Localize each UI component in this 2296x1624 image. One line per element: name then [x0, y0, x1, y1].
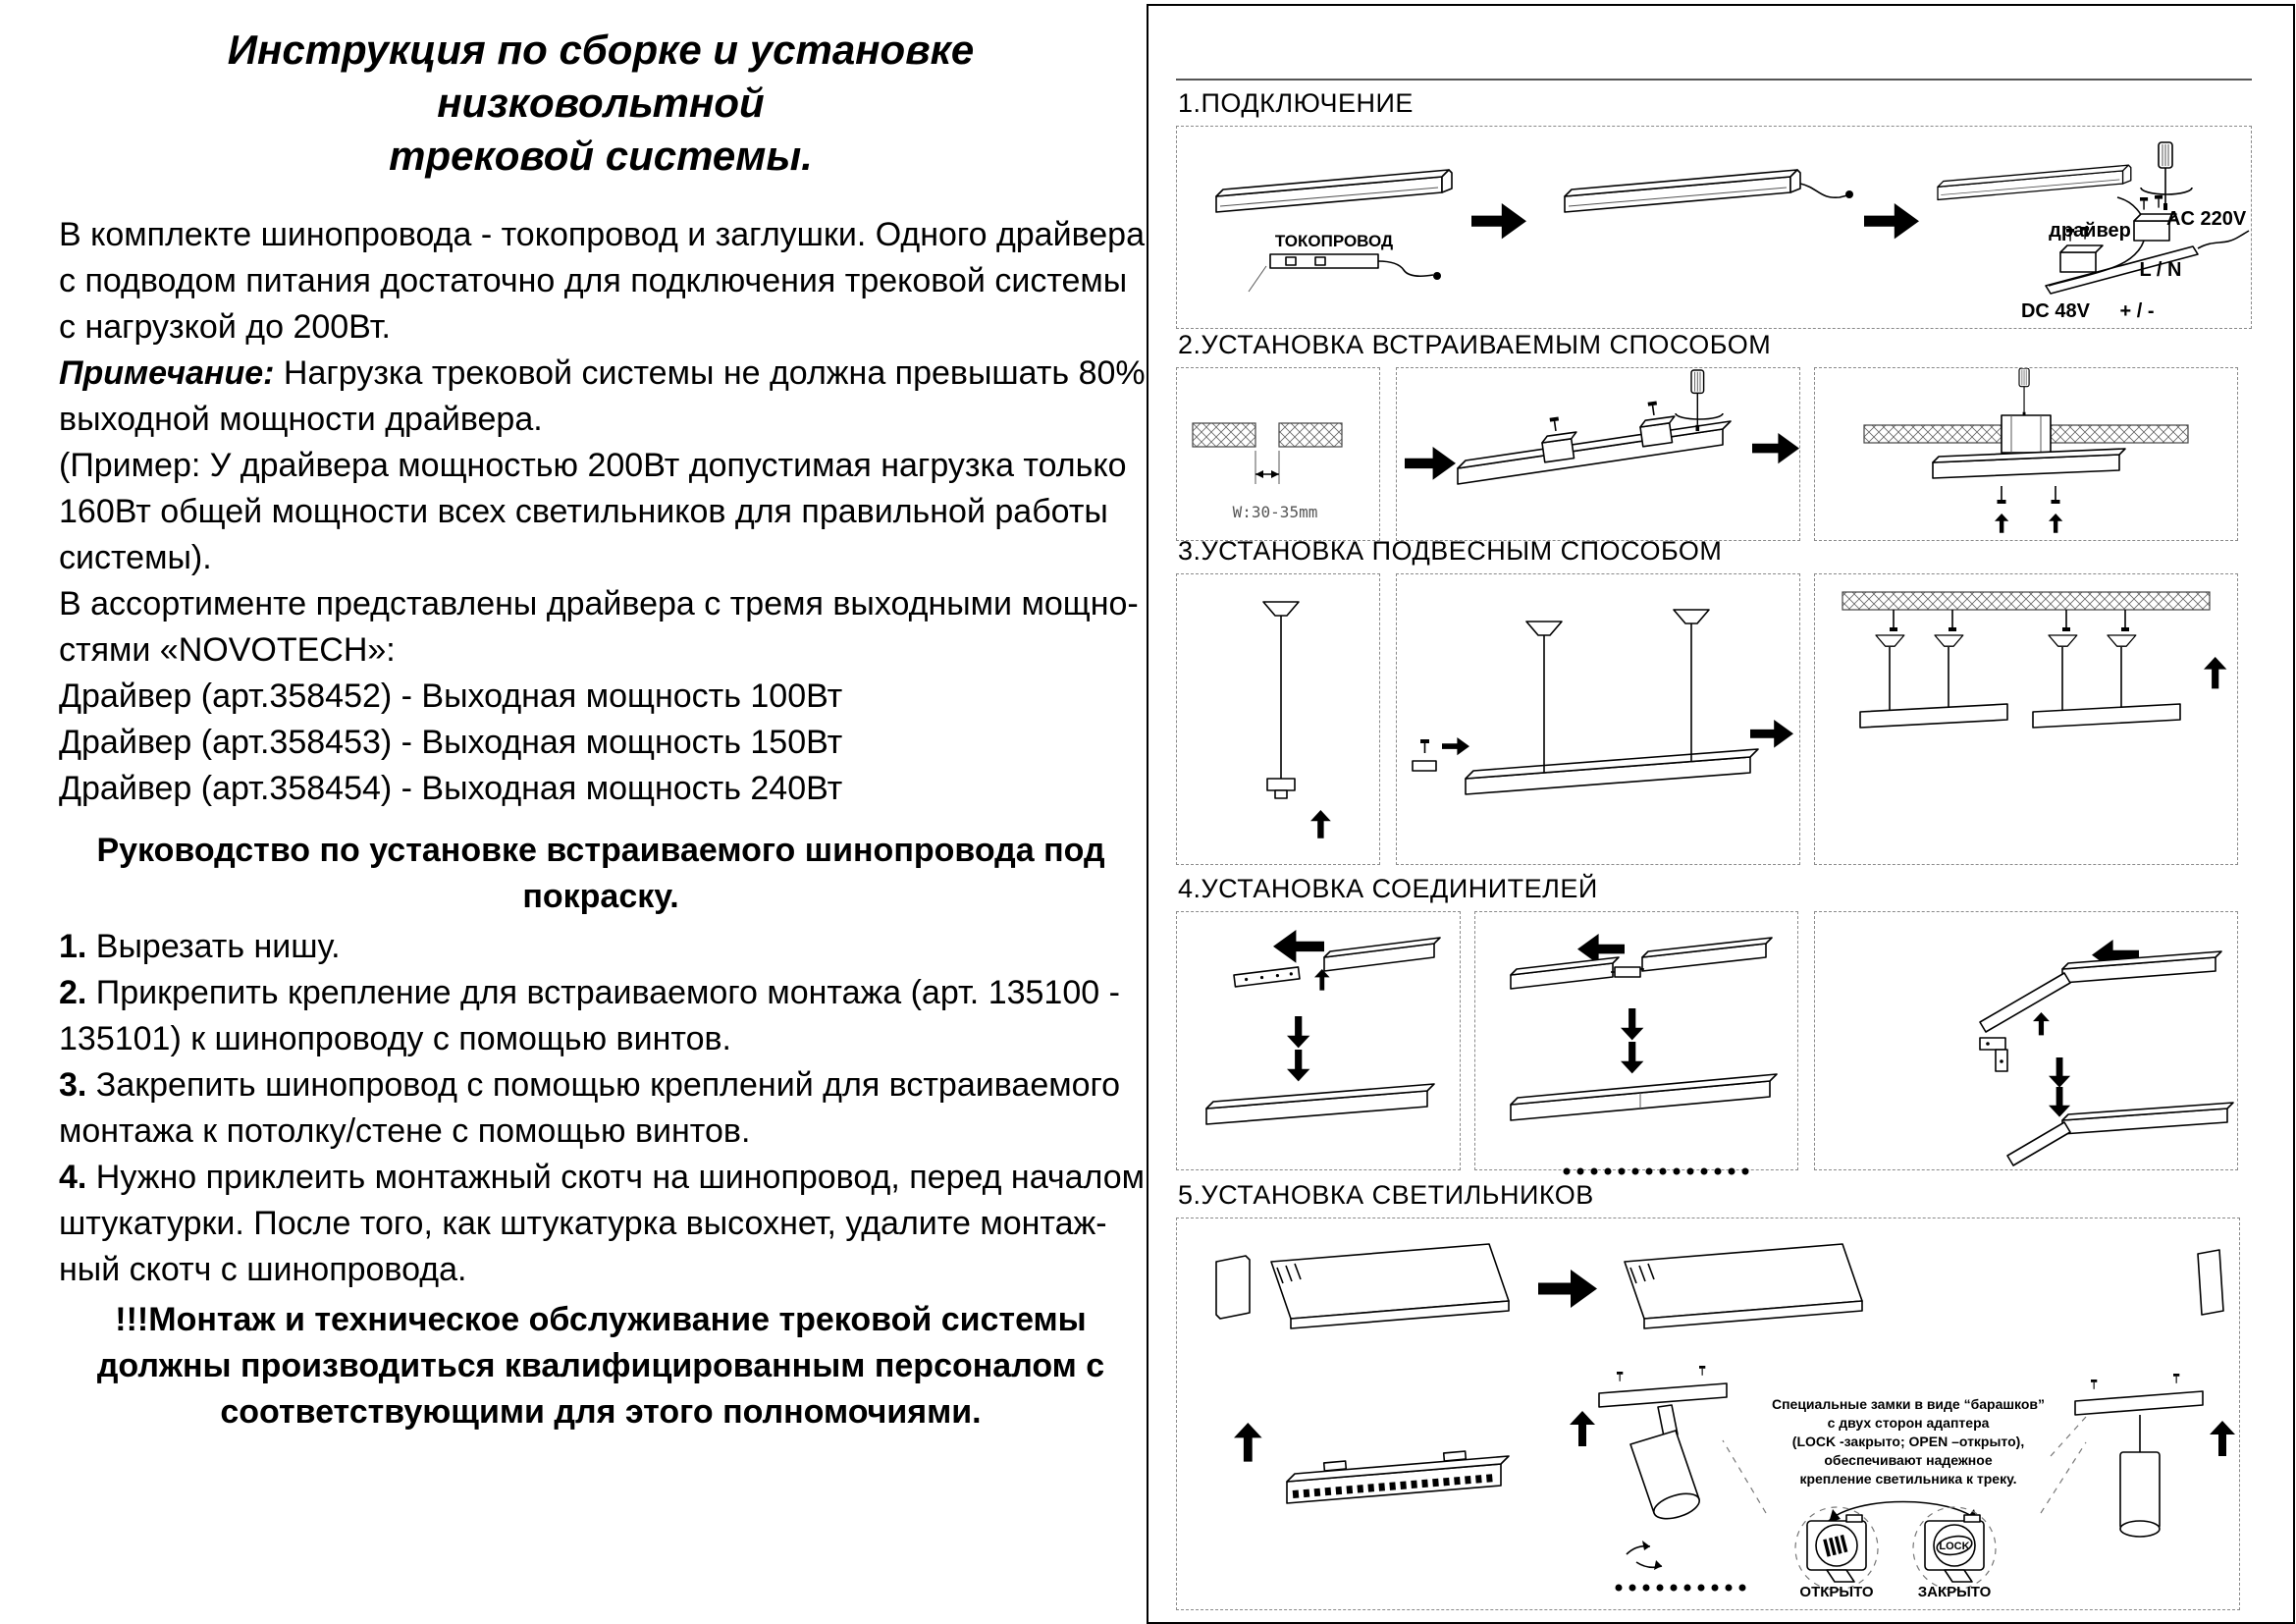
- end-cap-icon: [2198, 1250, 2223, 1315]
- diagram-corner-connector: [1815, 912, 2237, 1169]
- diagram-straight-connector: [1177, 912, 1460, 1169]
- text-line: с подводом питания достаточно для подключения трековой системы: [59, 262, 1128, 299]
- section-5-heading: 5.УСТАНОВКА СВЕТИЛЬНИКОВ: [1178, 1180, 1594, 1210]
- rotate-arc-icon: [2141, 188, 2192, 194]
- wire: [1800, 184, 1847, 197]
- dashed-panel-pendant-ceiling: [1814, 573, 2238, 865]
- arrow-down-icon: [1621, 1042, 1643, 1073]
- track-icon: [1458, 421, 1731, 484]
- end-cap-icon: [1216, 1256, 1250, 1319]
- closed-label: ЗАКРЫТО: [1917, 1584, 1992, 1600]
- ceiling-hatch: [1842, 592, 2210, 610]
- arrow-right-icon: [1471, 203, 1526, 239]
- text-line: В ассортименте представлены драйвера с тремя выходными мощно-: [59, 585, 1139, 623]
- arrow-left-icon: [1273, 930, 1324, 963]
- section-4-heading: 4.УСТАНОВКА СОЕДИНИТЕЛЕЙ: [1178, 874, 1598, 903]
- dc-label: DC 48V: [2020, 300, 2091, 322]
- track-icon: [1466, 749, 1758, 794]
- arrow-right-icon: [1442, 737, 1469, 755]
- corner-connector-icon: [1980, 1038, 2007, 1071]
- arrow-up-icon: [2204, 657, 2226, 688]
- text-line: выходной мощности драйвера.: [59, 401, 543, 438]
- connector-icon: [1234, 967, 1300, 987]
- step-number: 2.: [59, 974, 87, 1011]
- dashed-panel-pendant-track: [1396, 573, 1800, 865]
- warning-line: соответствующими для этого полномочиями.: [220, 1393, 982, 1431]
- ac-label: AC 220V: [2166, 208, 2247, 230]
- lock-dial-label: LOCK: [1939, 1541, 1970, 1552]
- arrow-up-icon: [1314, 969, 1330, 991]
- driver-label: драйвер: [2049, 220, 2131, 242]
- linear-light-icon: [1625, 1244, 1862, 1328]
- guide-heading: покраску.: [522, 878, 679, 915]
- section-2-heading: 2.УСТАНОВКА ВСТРАИВАЕМЫМ СПОСОБОМ: [1178, 330, 1772, 359]
- ceiling-hatch: [2051, 425, 2188, 443]
- pendant-canopy-icon: [1263, 602, 1299, 616]
- step-line: 135101) к шинопроводу с помощью винтов.: [59, 1020, 731, 1057]
- ceiling-hatch: [1864, 425, 2002, 443]
- pendant-canopy-icon: [1935, 635, 1963, 646]
- lock-note-line: (LOCK -закрыто; OPEN –открыто),: [1791, 1434, 2025, 1449]
- rotate-arc-icon: [1676, 413, 1723, 419]
- step-line: [59, 1062, 1143, 1109]
- step-text: Прикрепить крепление для встраиваемого монтажа (арт. 135100 -: [86, 974, 1120, 1011]
- connector-icon: [1611, 967, 1644, 977]
- page-title: [59, 24, 1143, 183]
- driver-item: Драйвер (арт.358453) - Выходная мощность 150Вт: [59, 724, 843, 761]
- step-line: [59, 970, 1143, 1016]
- arrow-down-icon: [1287, 1050, 1309, 1081]
- screwdriver-icon: [1691, 370, 1704, 431]
- guide-heading: Руководство по установке встраиваемого шинопровода под: [96, 832, 1105, 869]
- open-label: ОТКРЫТО: [1799, 1584, 1874, 1600]
- note-line: [59, 351, 1146, 397]
- arrow-up-icon: [1995, 514, 2008, 533]
- arrow-right-icon: [1864, 203, 1919, 239]
- lock-note: [1746, 1395, 2070, 1489]
- dashed-panel-mounting-clips: [1396, 367, 1800, 541]
- text-line: с нагрузкой до 200Вт.: [59, 308, 391, 346]
- track-icon: [1565, 170, 1800, 212]
- diagram-inline-connector: [1475, 912, 1797, 1169]
- arrow-right-icon: [1752, 433, 1799, 463]
- dashed-panel-luminaires: [1176, 1218, 2240, 1610]
- arrow-up-icon: [1234, 1423, 1262, 1462]
- track-icon: [1511, 1074, 1777, 1120]
- lock-note-line: Специальные замки в виде “барашков”: [1771, 1396, 2046, 1412]
- arrow-down-icon: [1287, 1016, 1309, 1048]
- pendant-canopy-icon: [1876, 635, 1904, 646]
- diagram-pendant-ceiling: [1815, 574, 2237, 864]
- step-line: монтажа к потолку/стене с помощью винтов.: [59, 1112, 751, 1150]
- dots-divider: [1561, 1164, 1757, 1178]
- lock-note-line: обеспечивают надежное: [1824, 1452, 1993, 1468]
- dashed-panel-pendant-single: [1176, 573, 1380, 865]
- lock-note-line: с двух сторон адаптера: [1827, 1415, 1990, 1431]
- step-text: Вырезать нишу.: [86, 928, 341, 965]
- step-number: 1.: [59, 928, 87, 965]
- linear-light-icon: [1271, 1244, 1509, 1328]
- track-icon: [1860, 704, 2180, 728]
- track-icon: [2007, 1103, 2233, 1165]
- track-icon: [1216, 170, 1452, 212]
- ceiling-hatch: [1193, 423, 1255, 447]
- title-line: трековой системы.: [389, 133, 813, 179]
- screwdriver-icon: [2159, 142, 2172, 210]
- arrow-down-icon: [2049, 1057, 2070, 1088]
- dashed-panel-connector-b: [1474, 911, 1798, 1170]
- mount-clip-icon: [1539, 414, 1580, 462]
- power-feed-icon: [1249, 254, 1441, 292]
- mount-bracket-icon: [2002, 415, 2051, 453]
- diagram-luminaires: [1177, 1218, 2239, 1609]
- dashed-panel-niche: [1176, 367, 1380, 541]
- track-icon: [1511, 938, 1772, 989]
- dashed-panel-corner-connector: [1814, 911, 2238, 1170]
- conductor-label: ТОКОПРОВОД: [1274, 232, 1394, 250]
- diagram-pendant-single: [1177, 574, 1379, 864]
- text-line: В комплекте шинопровода - токопровод и заглушки. Одного драйвера: [59, 216, 1145, 253]
- arrow-up-icon: [2210, 1421, 2235, 1456]
- diagram-pendant-track: [1397, 574, 1799, 864]
- title-line: Инструкция по сборке и установке низковольтной: [227, 27, 975, 126]
- clip-icon: [1413, 739, 1436, 771]
- niche-width-label: W:30-35mm: [1232, 503, 1318, 521]
- note-text: Нагрузка трековой системы не должна превышать 80%: [274, 354, 1146, 392]
- dimension-arrow: [1255, 470, 1279, 478]
- text-line: (Пример: У драйвера мощностью 200Вт допустимая нагрузка только: [59, 447, 1127, 484]
- warning-line: !!!Монтаж и техническое обслуживание трековой системы: [115, 1301, 1087, 1338]
- lock-note-line: крепление светильника к треку.: [1799, 1471, 2017, 1487]
- diagram-connection: [1177, 127, 2251, 328]
- spotlight-icon: [1599, 1366, 1746, 1588]
- divider-line: [1176, 79, 2252, 81]
- arrow-up-icon: [2033, 1012, 2050, 1035]
- note-label: Примечание:: [59, 354, 275, 392]
- ac-wire: [2198, 231, 2249, 248]
- ln-label: L / N: [2139, 259, 2182, 281]
- step-number: 4.: [59, 1159, 87, 1196]
- text-line: стями «NOVOTECH»:: [59, 631, 396, 669]
- pendant-clamp-icon: [1267, 779, 1295, 798]
- step-line: штукатурки. После того, как штукатурка высохнет, удалите монтаж-: [59, 1205, 1107, 1242]
- lock-dial-closed: [1913, 1507, 1996, 1590]
- driver-item: Драйвер (арт.358452) - Выходная мощность 100Вт: [59, 677, 843, 715]
- step-line: [59, 1155, 1143, 1201]
- driver-item: Драйвер (арт.358454) - Выходная мощность 240Вт: [59, 770, 843, 807]
- track-icon: [1980, 951, 2221, 1032]
- hanger-icon: [1890, 610, 2129, 631]
- arrow-down-icon: [2049, 1087, 2070, 1117]
- text-line: системы).: [59, 539, 212, 576]
- step-text: Закрепить шинопровод с помощью креплений для встраиваемого: [86, 1066, 1121, 1104]
- diagram-recessed-install: [1815, 368, 2237, 540]
- arrow-up-icon: [1570, 1411, 1595, 1446]
- arrow-right-icon: [1405, 447, 1456, 480]
- pendant-canopy-icon: [2108, 635, 2136, 646]
- screw-icon: [1998, 486, 2060, 504]
- track-icon: [1938, 165, 2131, 199]
- step-text: Нужно приклеить монтажный скотч на шинопровод, перед началом: [86, 1159, 1145, 1196]
- mount-clip-icon: [1637, 399, 1679, 447]
- pendant-canopy-icon: [1526, 622, 1562, 635]
- instructions-column: [59, 24, 1146, 1435]
- step-number: 3.: [59, 1066, 87, 1104]
- dashed-panel-connector-a: [1176, 911, 1461, 1170]
- polarity-label: + / -: [2119, 300, 2155, 322]
- diagram-niche-cut: [1177, 368, 1379, 540]
- section-3-heading: 3.УСТАНОВКА ПОДВЕСНЫМ СПОСОБОМ: [1178, 536, 1723, 566]
- screwdriver-icon: [2019, 368, 2029, 417]
- track-icon: [1324, 938, 1440, 971]
- pendant-canopy-icon: [1674, 610, 1709, 623]
- arrow-up-icon: [2049, 514, 2062, 533]
- pendant-cylinder-light-icon: [2075, 1374, 2203, 1537]
- arrow-right-icon: [1538, 1270, 1597, 1308]
- text-line: 160Вт общей мощности всех светильников для правильной работы: [59, 493, 1108, 530]
- dashed-panel-connection: [1176, 126, 2252, 329]
- warning-line: должны производиться квалифицированным персоналом с: [96, 1347, 1105, 1384]
- track-icon: [1933, 449, 2125, 478]
- ceiling-hatch: [1279, 423, 1342, 447]
- section-1-heading: 1.ПОДКЛЮЧЕНИЕ: [1178, 88, 1414, 118]
- diagram-mounting-clips: [1397, 368, 1799, 540]
- dashed-panel-recessed-result: [1814, 367, 2238, 541]
- track-icon: [1206, 1084, 1434, 1124]
- step-line: [59, 924, 1143, 970]
- pendant-canopy-icon: [2049, 635, 2077, 646]
- grille-light-icon: [1287, 1451, 1509, 1503]
- step-line: ный скотч с шинопровода.: [59, 1251, 467, 1288]
- arrow-down-icon: [1621, 1008, 1643, 1040]
- diagrams-panel: [1147, 4, 2295, 1624]
- arrow-up-icon: [1310, 810, 1331, 839]
- arrow-right-icon: [1750, 720, 1793, 748]
